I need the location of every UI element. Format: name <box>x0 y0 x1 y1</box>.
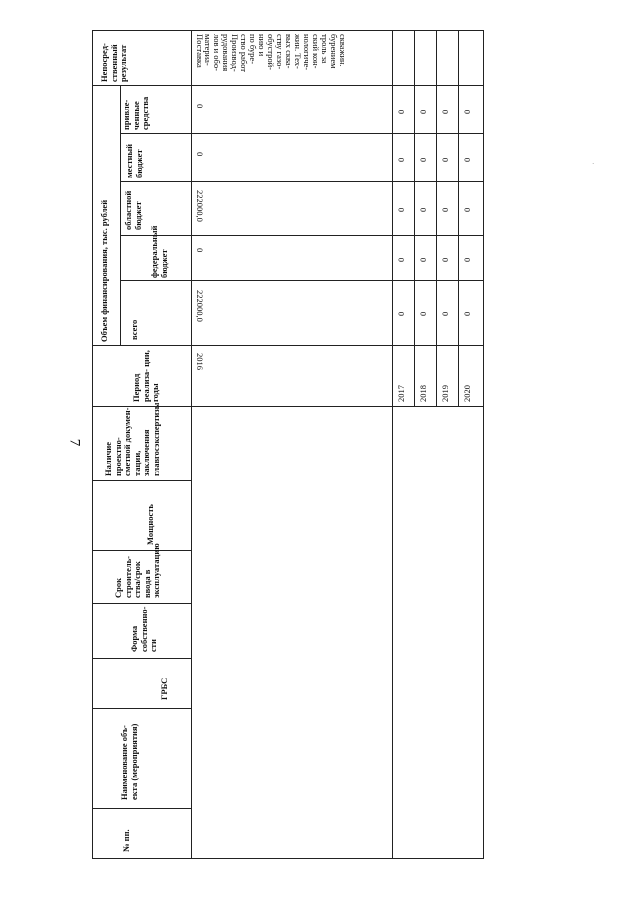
result-line: нию и <box>257 34 267 57</box>
cell-2018-federal: 0 <box>418 257 428 262</box>
cell-2020-regional: 0 <box>462 207 472 212</box>
header-name: Наименование объ- екта (мероприятия) <box>119 723 139 800</box>
cell-2020-local: 0 <box>462 157 472 162</box>
col-sep-ownership <box>92 658 192 659</box>
cell-2019-total: 0 <box>440 311 450 316</box>
cell-2019-federal: 0 <box>440 257 450 262</box>
cell-2018-total: 0 <box>418 311 428 316</box>
row-divider-2020 <box>458 30 459 406</box>
cell-2019-local: 0 <box>440 157 450 162</box>
cell-2018-year: 2018 <box>418 385 428 402</box>
header-ownership: Форма собственно- сти <box>129 606 158 652</box>
cell-2019-year: 2019 <box>440 385 450 402</box>
header-capacity: Мощность <box>145 504 155 545</box>
table-border-bottom <box>92 858 484 859</box>
header-total: всего <box>129 319 139 340</box>
cell-2018-local: 0 <box>418 157 428 162</box>
cell-2017-federal: 0 <box>396 257 406 262</box>
header-no: № пп. <box>121 829 131 852</box>
result-line: Производ- <box>230 34 240 72</box>
table-border-right <box>483 30 484 858</box>
result-line: Поставка <box>195 34 205 68</box>
col-sep-federal <box>120 280 484 281</box>
col-sep-name <box>92 808 192 809</box>
result-line: ский кон- <box>311 34 321 69</box>
header-period: Период реализа- ции, годы <box>131 350 160 402</box>
cell-2017-year: 2017 <box>396 385 406 402</box>
result-line: материа- <box>203 34 213 66</box>
result-line: жин. Тех- <box>293 34 303 69</box>
cell-2020-year: 2020 <box>462 385 472 402</box>
cell-2020-attracted: 0 <box>462 109 472 114</box>
cell-2016-year: 2016 <box>195 353 205 370</box>
result-line: обустрой- <box>266 34 276 70</box>
row-divider-2019 <box>436 30 437 406</box>
result-line: рудования <box>221 34 231 72</box>
result-line: лов и обо- <box>212 34 222 71</box>
page-number: 7 <box>66 438 83 447</box>
scan-speck: · <box>592 160 595 168</box>
header-federal: федеральный бюджет <box>149 225 169 278</box>
table-border-top <box>92 30 484 31</box>
col-sep-docs <box>92 480 192 481</box>
header-regional: областной бюджет <box>123 190 143 230</box>
cell-2016-federal: 0 <box>195 248 205 253</box>
header-funding: Объем финансирования, тыс. рублей <box>99 199 109 342</box>
result-line: скважин. <box>338 34 348 67</box>
result-line: по буре- <box>248 34 258 65</box>
cell-2017-attracted: 0 <box>396 109 406 114</box>
col-sep-result <box>92 85 484 86</box>
result-line: ству газо- <box>275 34 285 70</box>
cell-2018-attracted: 0 <box>418 109 428 114</box>
cell-2018-regional: 0 <box>418 207 428 212</box>
cell-2019-regional: 0 <box>440 207 450 212</box>
cell-2017-local: 0 <box>396 157 406 162</box>
cell-2016-local: 0 <box>195 152 205 157</box>
financing-table <box>92 30 484 858</box>
col-sep-local <box>120 181 484 182</box>
cell-2016-total: 222000,0 <box>195 290 205 322</box>
cell-2016-regional: 222000,0 <box>195 190 205 222</box>
cell-2019-attracted: 0 <box>440 109 450 114</box>
header-result: Непосред- ственный результат <box>99 43 128 82</box>
table-border-left <box>92 30 93 858</box>
result-line: вых сква- <box>284 34 294 69</box>
header-docs: Наличие проектно- сметной докумен- тации, заключения главгосэкспертизы <box>103 402 161 476</box>
result-line: ство работ <box>239 34 249 73</box>
result-line: нологиче- <box>302 34 312 71</box>
col-sep-attracted <box>120 133 484 134</box>
header-divider <box>191 30 192 858</box>
row-divider-2018 <box>414 30 415 406</box>
cell-2017-total: 0 <box>396 311 406 316</box>
header-attracted: привле- ченные средства <box>121 96 150 130</box>
cell-2017-regional: 0 <box>396 207 406 212</box>
cell-2020-federal: 0 <box>462 257 472 262</box>
cell-2016-attracted: 0 <box>195 104 205 109</box>
header-construction: Срок строитель- ства/срок ввода в эксплуатацию <box>113 543 161 598</box>
cell-2020-total: 0 <box>462 311 472 316</box>
row-divider-2017 <box>392 30 393 858</box>
result-line: троль за <box>320 34 330 64</box>
header-local: местный бюджет <box>124 143 144 178</box>
header-grbs: ГРБС <box>159 677 169 700</box>
result-line: бурением <box>329 34 339 69</box>
col-sep-regional <box>120 235 484 236</box>
col-sep-grbs <box>92 708 192 709</box>
